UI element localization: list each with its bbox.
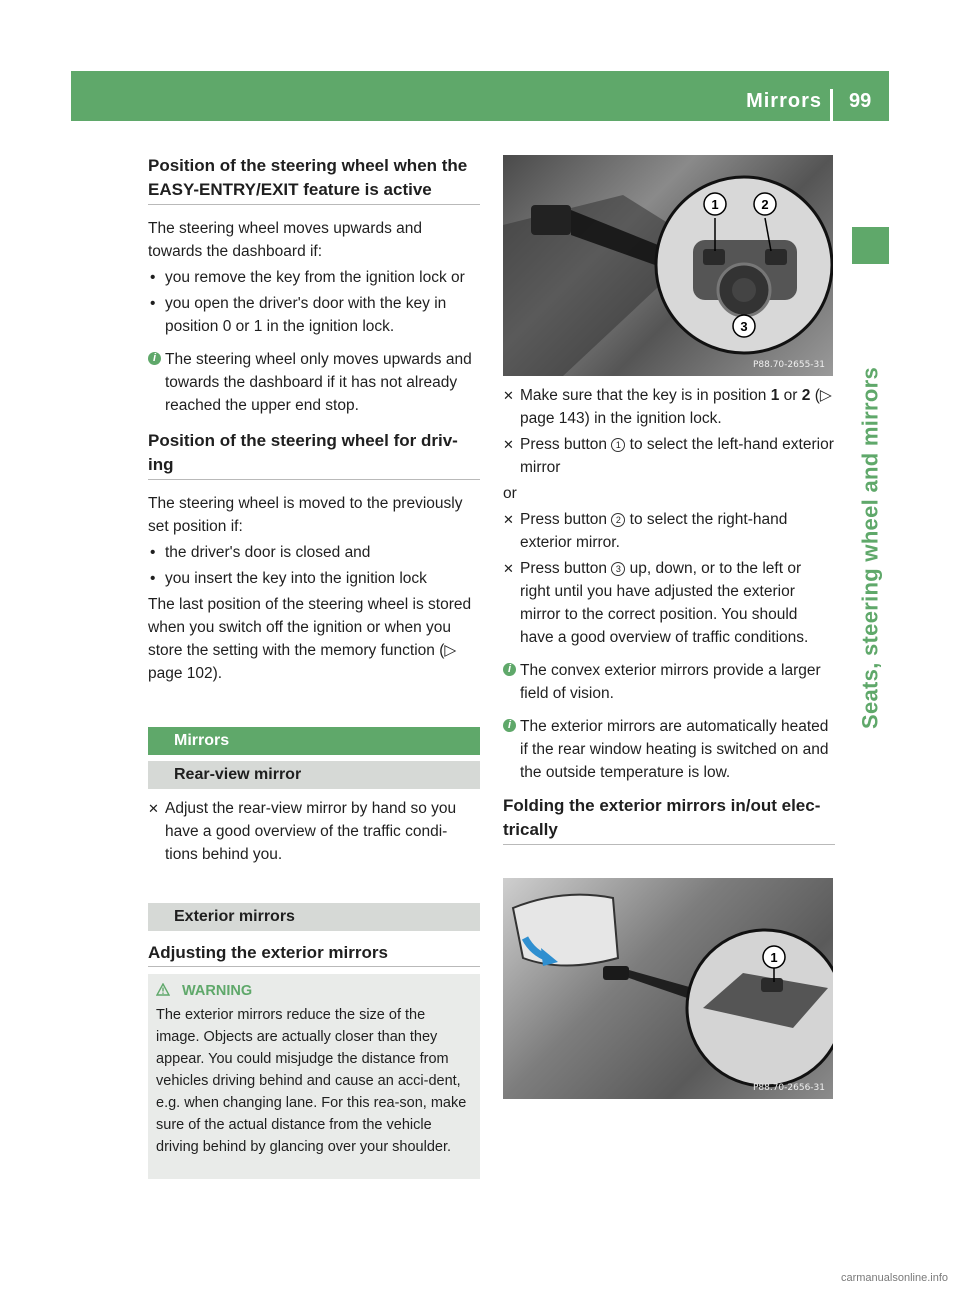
easy-entry-heading-block — [148, 154, 480, 205]
info-heated-text: The exterior mirrors are automatically heated if the rear window heating is switched on and the outside temperature is low. — [520, 718, 829, 781]
section-bar-exterior-label: Exterior mirrors — [174, 908, 295, 925]
callout-2: 2 — [761, 197, 769, 212]
easy-entry-bullet-2: • you open the driver's door with the key in position 0 or 1 in the ignition lock. — [148, 292, 480, 338]
section-bar-rear-view-label: Rear-view mirror — [174, 766, 302, 783]
left-column — [148, 154, 480, 685]
warning-box — [148, 974, 480, 1179]
warning-triangle-icon — [156, 983, 170, 996]
step-arrow-icon: ✕ — [503, 388, 514, 403]
section-bar-rear-view — [148, 761, 480, 789]
step-2-pre: Press button — [520, 436, 608, 453]
page-number: 99 — [849, 90, 872, 112]
figure-fold-mirrors-art — [503, 878, 833, 1099]
step-2-button-ref: 1 — [611, 438, 625, 452]
info-convex — [503, 659, 835, 705]
rear-view-step-item — [148, 797, 480, 866]
or-word: or — [503, 485, 517, 502]
section-bar-mirrors — [148, 727, 480, 755]
figure-mirror-controls-caption: P88.70-2655-31 — [752, 360, 825, 370]
figure-fold-mirrors — [503, 878, 833, 1099]
step-4 — [503, 557, 835, 649]
folding-heading-block — [503, 794, 835, 845]
warning-label: WARNING — [182, 983, 253, 999]
driving-heading: Position of the steering wheel for driv-ing — [148, 431, 458, 474]
right-column — [503, 384, 835, 857]
info-icon: i — [503, 719, 516, 732]
info-icon: i — [148, 352, 161, 365]
step-1-pre: Make sure that the key is in position — [520, 387, 767, 404]
easy-entry-info — [148, 348, 480, 417]
step-3-button-ref: 2 — [611, 513, 625, 527]
exterior-heading: Adjusting the exterior mirrors — [148, 943, 388, 962]
section-bar-exterior — [148, 903, 480, 931]
warning-text: The exterior mirrors reduce the size of the image. Objects are actually closer than they appear. You could misjudge the distance from vehicles driving behind and cause an acci-dent, e.g. when changing lane. For this rea-son, make sure of the actual distance from the vehicle driving behind by glancing over your shoulder. — [156, 1007, 467, 1155]
header-title: Mirrors — [746, 90, 822, 112]
step-4-post: up, down, or to the left or right until you have adjusted the exterior mirror to the correct position. You should have a good overview of traffic conditions. — [520, 560, 809, 646]
step-1-post: (▷ page 143) in the ignition lock. — [520, 387, 832, 427]
callout-1-fold: 1 — [770, 950, 778, 965]
figure-mirror-controls-art — [503, 155, 833, 376]
info-convex-text: The convex exterior mirrors provide a larger field of vision. — [520, 662, 821, 702]
driving-intro: The steering wheel is moved to the previously set position if: — [148, 495, 463, 535]
step-3 — [503, 508, 835, 554]
rear-view-step-text: Adjust the rear-view mirror by hand so you have a good overview of the traffic condi-tions behind you. — [165, 800, 457, 863]
step-1 — [503, 384, 835, 430]
step-arrow-icon: ✕ — [503, 512, 514, 527]
step-2-post: to select the left-hand exterior mirror — [520, 436, 834, 476]
step-2 — [503, 433, 835, 479]
step-1-key2: 2 — [801, 387, 811, 404]
easy-entry-bullet-1: • you remove the key from the ignition lock or — [148, 266, 480, 289]
easy-entry-info-text: The steering wheel only moves upwards and towards the dashboard if it has not already reached the upper end stop. — [165, 351, 472, 414]
callout-1: 1 — [711, 197, 719, 212]
rear-view-step — [148, 797, 480, 869]
side-tab-label: Seats, steering wheel and mirrors — [857, 366, 883, 730]
driving-paragraph: The last position of the steering wheel is stored when you switch off the ignition or when you store the setting with the memory function (▷ page 102). — [148, 596, 472, 682]
step-4-button-ref: 3 — [611, 562, 625, 576]
section-bar-mirrors-label: Mirrors — [174, 732, 230, 749]
footer-watermark: carmanualsonline.info — [840, 1272, 948, 1284]
info-heated — [503, 715, 835, 784]
step-1-key1: 1 — [770, 387, 780, 404]
warning-header — [156, 980, 472, 1002]
driving-heading-block — [148, 429, 480, 480]
folding-heading: Folding the exterior mirrors in/out elec-trically — [503, 796, 821, 839]
step-arrow-icon: ✕ — [503, 561, 514, 576]
step-4-pre: Press button — [520, 560, 608, 577]
step-arrow-icon: ✕ — [148, 801, 159, 816]
side-tab-marker — [852, 227, 889, 264]
exterior-heading-block — [148, 941, 480, 967]
driving-bullet-1: • the driver's door is closed and — [148, 541, 480, 564]
header-separator — [830, 89, 833, 121]
easy-entry-intro: The steering wheel moves upwards and towards the dashboard if: — [148, 220, 422, 260]
easy-entry-heading: Position of the steering wheel when the EASY-ENTRY/EXIT feature is active — [148, 156, 468, 199]
driving-bullet-2: • you insert the key into the ignition lock — [148, 567, 480, 590]
info-icon: i — [503, 663, 516, 676]
step-1-or: or — [783, 387, 798, 404]
step-3-post: to select the right-hand exterior mirror. — [520, 511, 788, 551]
step-arrow-icon: ✕ — [503, 437, 514, 452]
step-3-pre: Press button — [520, 511, 608, 528]
figure-fold-mirrors-caption: P88.70-2656-31 — [752, 1083, 825, 1093]
callout-3: 3 — [740, 319, 748, 334]
figure-mirror-controls — [503, 155, 833, 376]
